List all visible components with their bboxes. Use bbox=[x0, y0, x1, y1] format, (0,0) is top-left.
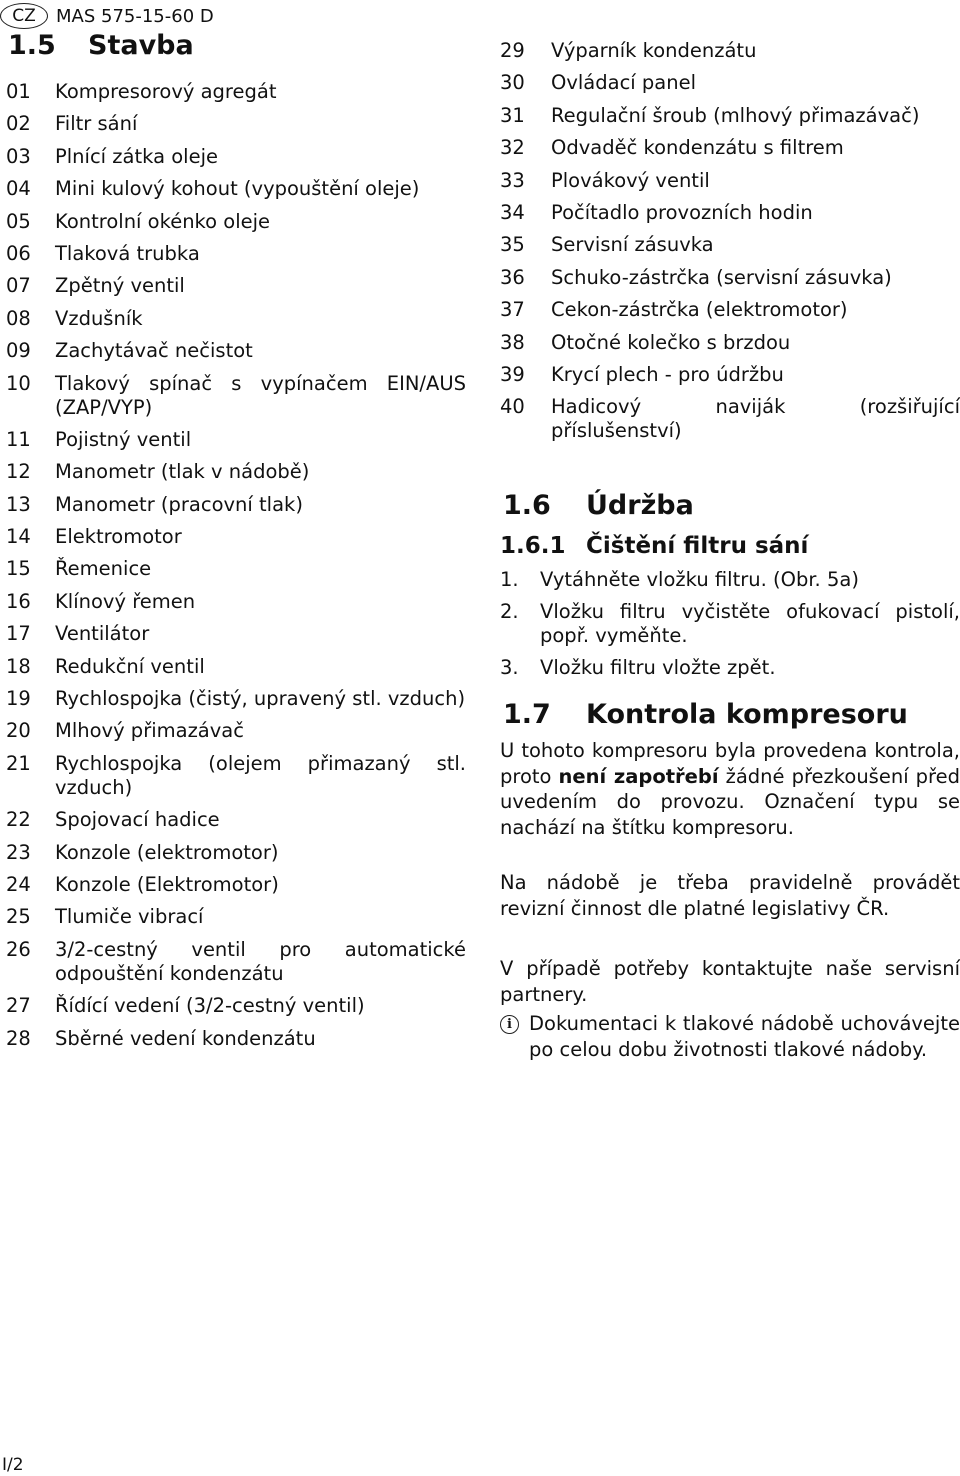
item-number: 05 bbox=[6, 209, 31, 233]
item-text: Řídící vedení (3/2-cestný ventil) bbox=[55, 994, 365, 1018]
item-text: Mlhový přimazávač bbox=[55, 719, 244, 743]
item-text: Tlumiče vibrací bbox=[55, 905, 204, 929]
item-number: 10 bbox=[6, 371, 31, 395]
item-number: 19 bbox=[6, 687, 31, 711]
subsection-title-cisteni bbox=[500, 533, 808, 559]
list-item bbox=[6, 80, 466, 104]
item-number: 36 bbox=[500, 265, 525, 289]
list-item bbox=[6, 687, 466, 711]
list-item bbox=[6, 752, 466, 800]
step-item bbox=[500, 568, 960, 592]
page-header bbox=[0, 2, 214, 30]
item-number: 12 bbox=[6, 460, 31, 484]
section-heading: Stavba bbox=[88, 30, 194, 61]
section-heading: Údržba bbox=[586, 490, 694, 521]
info-note-text: Dokumentaci k tlakové nádobě uchovávejte po celou dobu životnosti tlakové nádoby. bbox=[529, 1012, 960, 1061]
list-item bbox=[500, 104, 960, 128]
item-number: 17 bbox=[6, 622, 31, 646]
list-item bbox=[6, 557, 466, 581]
parts-list-left bbox=[6, 80, 466, 1059]
section-heading: Kontrola kompresoru bbox=[586, 699, 908, 730]
step-number: 3. bbox=[500, 656, 519, 679]
item-text: Řemenice bbox=[55, 557, 152, 581]
list-item bbox=[6, 177, 466, 201]
item-number: 22 bbox=[6, 808, 31, 832]
service-paragraph: V případě potřeby kontaktujte naše servisní partnery. bbox=[500, 957, 960, 1006]
section-number: 1.6 bbox=[503, 490, 551, 521]
item-number: 15 bbox=[6, 557, 31, 581]
item-text: Plnící zátka oleje bbox=[55, 144, 218, 168]
page-number: I/2 bbox=[2, 1455, 24, 1475]
item-number: 34 bbox=[500, 200, 525, 224]
item-text: Zpětný ventil bbox=[55, 274, 185, 298]
item-text: Servisní zásuvka bbox=[551, 233, 714, 257]
item-text: Kontrolní okénko oleje bbox=[55, 209, 271, 233]
info-note bbox=[500, 1011, 960, 1063]
section-title-kontrola bbox=[503, 699, 908, 730]
step-text: Vytáhněte vložku filtru. (Obr. 5a) bbox=[540, 568, 859, 591]
item-text: Cekon-zástrčka (elektromotor) bbox=[551, 298, 848, 322]
item-number: 18 bbox=[6, 654, 31, 678]
item-text: Plovákový ventil bbox=[551, 168, 710, 192]
revision-paragraph: Na nádobě je třeba pravidelně provádět revizní činnost dle platné legislativy ČR. bbox=[500, 871, 960, 920]
list-item bbox=[6, 274, 466, 298]
parts-list-right bbox=[500, 39, 960, 452]
list-item bbox=[6, 938, 466, 986]
list-item bbox=[6, 145, 466, 169]
item-text: Odvaděč kondenzátu s filtrem bbox=[551, 136, 844, 160]
paragraph-text: U tohoto kompresoru byla provedena kontrola, proto bbox=[500, 739, 960, 788]
emphasis-text: není zapotřebí bbox=[558, 764, 719, 788]
step-number: 2. bbox=[500, 600, 519, 623]
item-text: Pojistný ventil bbox=[55, 427, 192, 451]
list-item bbox=[500, 395, 960, 443]
item-number: 35 bbox=[500, 233, 525, 257]
item-number: 16 bbox=[6, 589, 31, 613]
item-text: Ovládací panel bbox=[551, 71, 697, 95]
item-number: 07 bbox=[6, 274, 31, 298]
language-badge: CZ bbox=[0, 3, 48, 29]
list-item bbox=[500, 169, 960, 193]
item-number: 04 bbox=[6, 177, 31, 201]
step-item bbox=[500, 656, 960, 680]
list-item bbox=[6, 460, 466, 484]
subsection-number: 1.6.1 bbox=[500, 533, 566, 559]
item-number: 27 bbox=[6, 994, 31, 1018]
item-number: 32 bbox=[500, 136, 525, 160]
section-title-stavba bbox=[8, 30, 194, 61]
list-item bbox=[500, 331, 960, 355]
list-item bbox=[6, 905, 466, 929]
section-title-udrzba bbox=[503, 490, 694, 521]
list-item bbox=[500, 71, 960, 95]
list-item bbox=[6, 622, 466, 646]
list-item bbox=[6, 590, 466, 614]
cleaning-steps-list bbox=[500, 568, 960, 688]
item-number: 25 bbox=[6, 905, 31, 929]
item-text: Výparník kondenzátu bbox=[551, 39, 757, 62]
list-item bbox=[6, 1027, 466, 1051]
step-text: Vložku filtru vložte zpět. bbox=[540, 656, 776, 679]
list-item bbox=[6, 307, 466, 331]
item-text: Ventilátor bbox=[55, 622, 150, 646]
item-text: Elektromotor bbox=[55, 525, 182, 549]
item-number: 14 bbox=[6, 525, 31, 549]
list-item bbox=[500, 266, 960, 290]
item-number: 03 bbox=[6, 144, 31, 168]
item-number: 39 bbox=[500, 362, 525, 386]
item-text: Otočné kolečko s brzdou bbox=[551, 330, 791, 354]
item-number: 08 bbox=[6, 306, 31, 330]
item-text: Kompresorový agregát bbox=[55, 80, 277, 103]
item-text: Rychlospojka (čistý, upravený stl. vzduch) bbox=[55, 687, 466, 711]
item-text: Krycí plech - pro údržbu bbox=[551, 362, 784, 386]
document-code: MAS 575-15-60 D bbox=[56, 5, 214, 27]
list-item bbox=[6, 210, 466, 234]
step-text: Vložku filtru vyčistěte ofukovací pistolí, popř. vyměňte. bbox=[540, 600, 960, 647]
list-item bbox=[6, 242, 466, 266]
subsection-heading: Čištění filtru sání bbox=[586, 533, 809, 559]
list-item bbox=[6, 655, 466, 679]
step-number: 1. bbox=[500, 568, 519, 591]
item-number: 29 bbox=[500, 39, 525, 62]
item-number: 09 bbox=[6, 339, 31, 363]
list-item bbox=[500, 136, 960, 160]
item-text: Konzole (Elektromotor) bbox=[55, 872, 279, 896]
item-number: 28 bbox=[6, 1026, 31, 1050]
item-text: Hadicový naviják (rozšiřující příslušenství) bbox=[551, 395, 960, 443]
item-text: Filtr sání bbox=[55, 112, 138, 136]
list-item bbox=[6, 112, 466, 136]
item-text: Vzdušník bbox=[55, 306, 143, 330]
list-item bbox=[500, 201, 960, 225]
item-text: Klínový řemen bbox=[55, 589, 196, 613]
item-number: 26 bbox=[6, 937, 31, 961]
item-number: 37 bbox=[500, 298, 525, 322]
section-number: 1.5 bbox=[8, 30, 56, 61]
list-item bbox=[500, 233, 960, 257]
item-text: Spojovací hadice bbox=[55, 808, 220, 832]
list-item bbox=[6, 339, 466, 363]
list-item bbox=[6, 493, 466, 517]
item-text: 3/2-cestný ventil pro automatické odpouštění kondenzátu bbox=[55, 937, 466, 985]
list-item bbox=[6, 873, 466, 897]
list-item bbox=[6, 525, 466, 549]
item-number: 24 bbox=[6, 872, 31, 896]
info-icon: i bbox=[500, 1015, 519, 1034]
list-item bbox=[500, 363, 960, 387]
item-text: Manometr (pracovní tlak) bbox=[55, 492, 303, 516]
item-text: Redukční ventil bbox=[55, 654, 205, 678]
item-text: Sběrné vedení kondenzátu bbox=[55, 1026, 316, 1050]
list-item bbox=[6, 841, 466, 865]
inspection-paragraph bbox=[500, 738, 960, 840]
item-number: 02 bbox=[6, 112, 31, 136]
item-text: Tlakový spínač s vypínačem EIN/AUS (ZAP/VYP) bbox=[55, 371, 466, 419]
item-text: Rychlospojka (olejem přimazaný stl. vzduch) bbox=[55, 751, 466, 799]
item-number: 40 bbox=[500, 395, 525, 419]
item-number: 23 bbox=[6, 840, 31, 864]
item-number: 11 bbox=[6, 427, 31, 451]
item-text: Schuko-zástrčka (servisní zásuvka) bbox=[551, 265, 892, 289]
item-number: 31 bbox=[500, 103, 525, 127]
item-text: Zachytávač nečistot bbox=[55, 339, 253, 363]
section-number: 1.7 bbox=[503, 699, 551, 730]
paragraph-text: žádné přezkoušení před uvedením do provozu. Označení typu se nachází na štítku kompresoru. bbox=[500, 764, 960, 839]
list-item bbox=[6, 808, 466, 832]
item-number: 30 bbox=[500, 71, 525, 95]
list-item bbox=[6, 994, 466, 1018]
item-number: 38 bbox=[500, 330, 525, 354]
item-number: 06 bbox=[6, 241, 31, 265]
list-item bbox=[6, 372, 466, 420]
item-text: Počítadlo provozních hodin bbox=[551, 200, 813, 224]
list-item bbox=[500, 298, 960, 322]
item-text: Tlaková trubka bbox=[55, 241, 200, 265]
item-number: 01 bbox=[6, 80, 31, 103]
list-item bbox=[500, 39, 960, 63]
list-item bbox=[6, 428, 466, 452]
step-item bbox=[500, 600, 960, 648]
item-text: Konzole (elektromotor) bbox=[55, 840, 279, 864]
list-item bbox=[6, 719, 466, 743]
item-text: Mini kulový kohout (vypouštění oleje) bbox=[55, 177, 420, 201]
item-text: Manometr (tlak v nádobě) bbox=[55, 460, 310, 484]
item-text: Regulační šroub (mlhový přimazávač) bbox=[551, 103, 920, 127]
item-number: 13 bbox=[6, 492, 31, 516]
item-number: 33 bbox=[500, 168, 525, 192]
item-number: 20 bbox=[6, 719, 31, 743]
item-number: 21 bbox=[6, 751, 31, 775]
